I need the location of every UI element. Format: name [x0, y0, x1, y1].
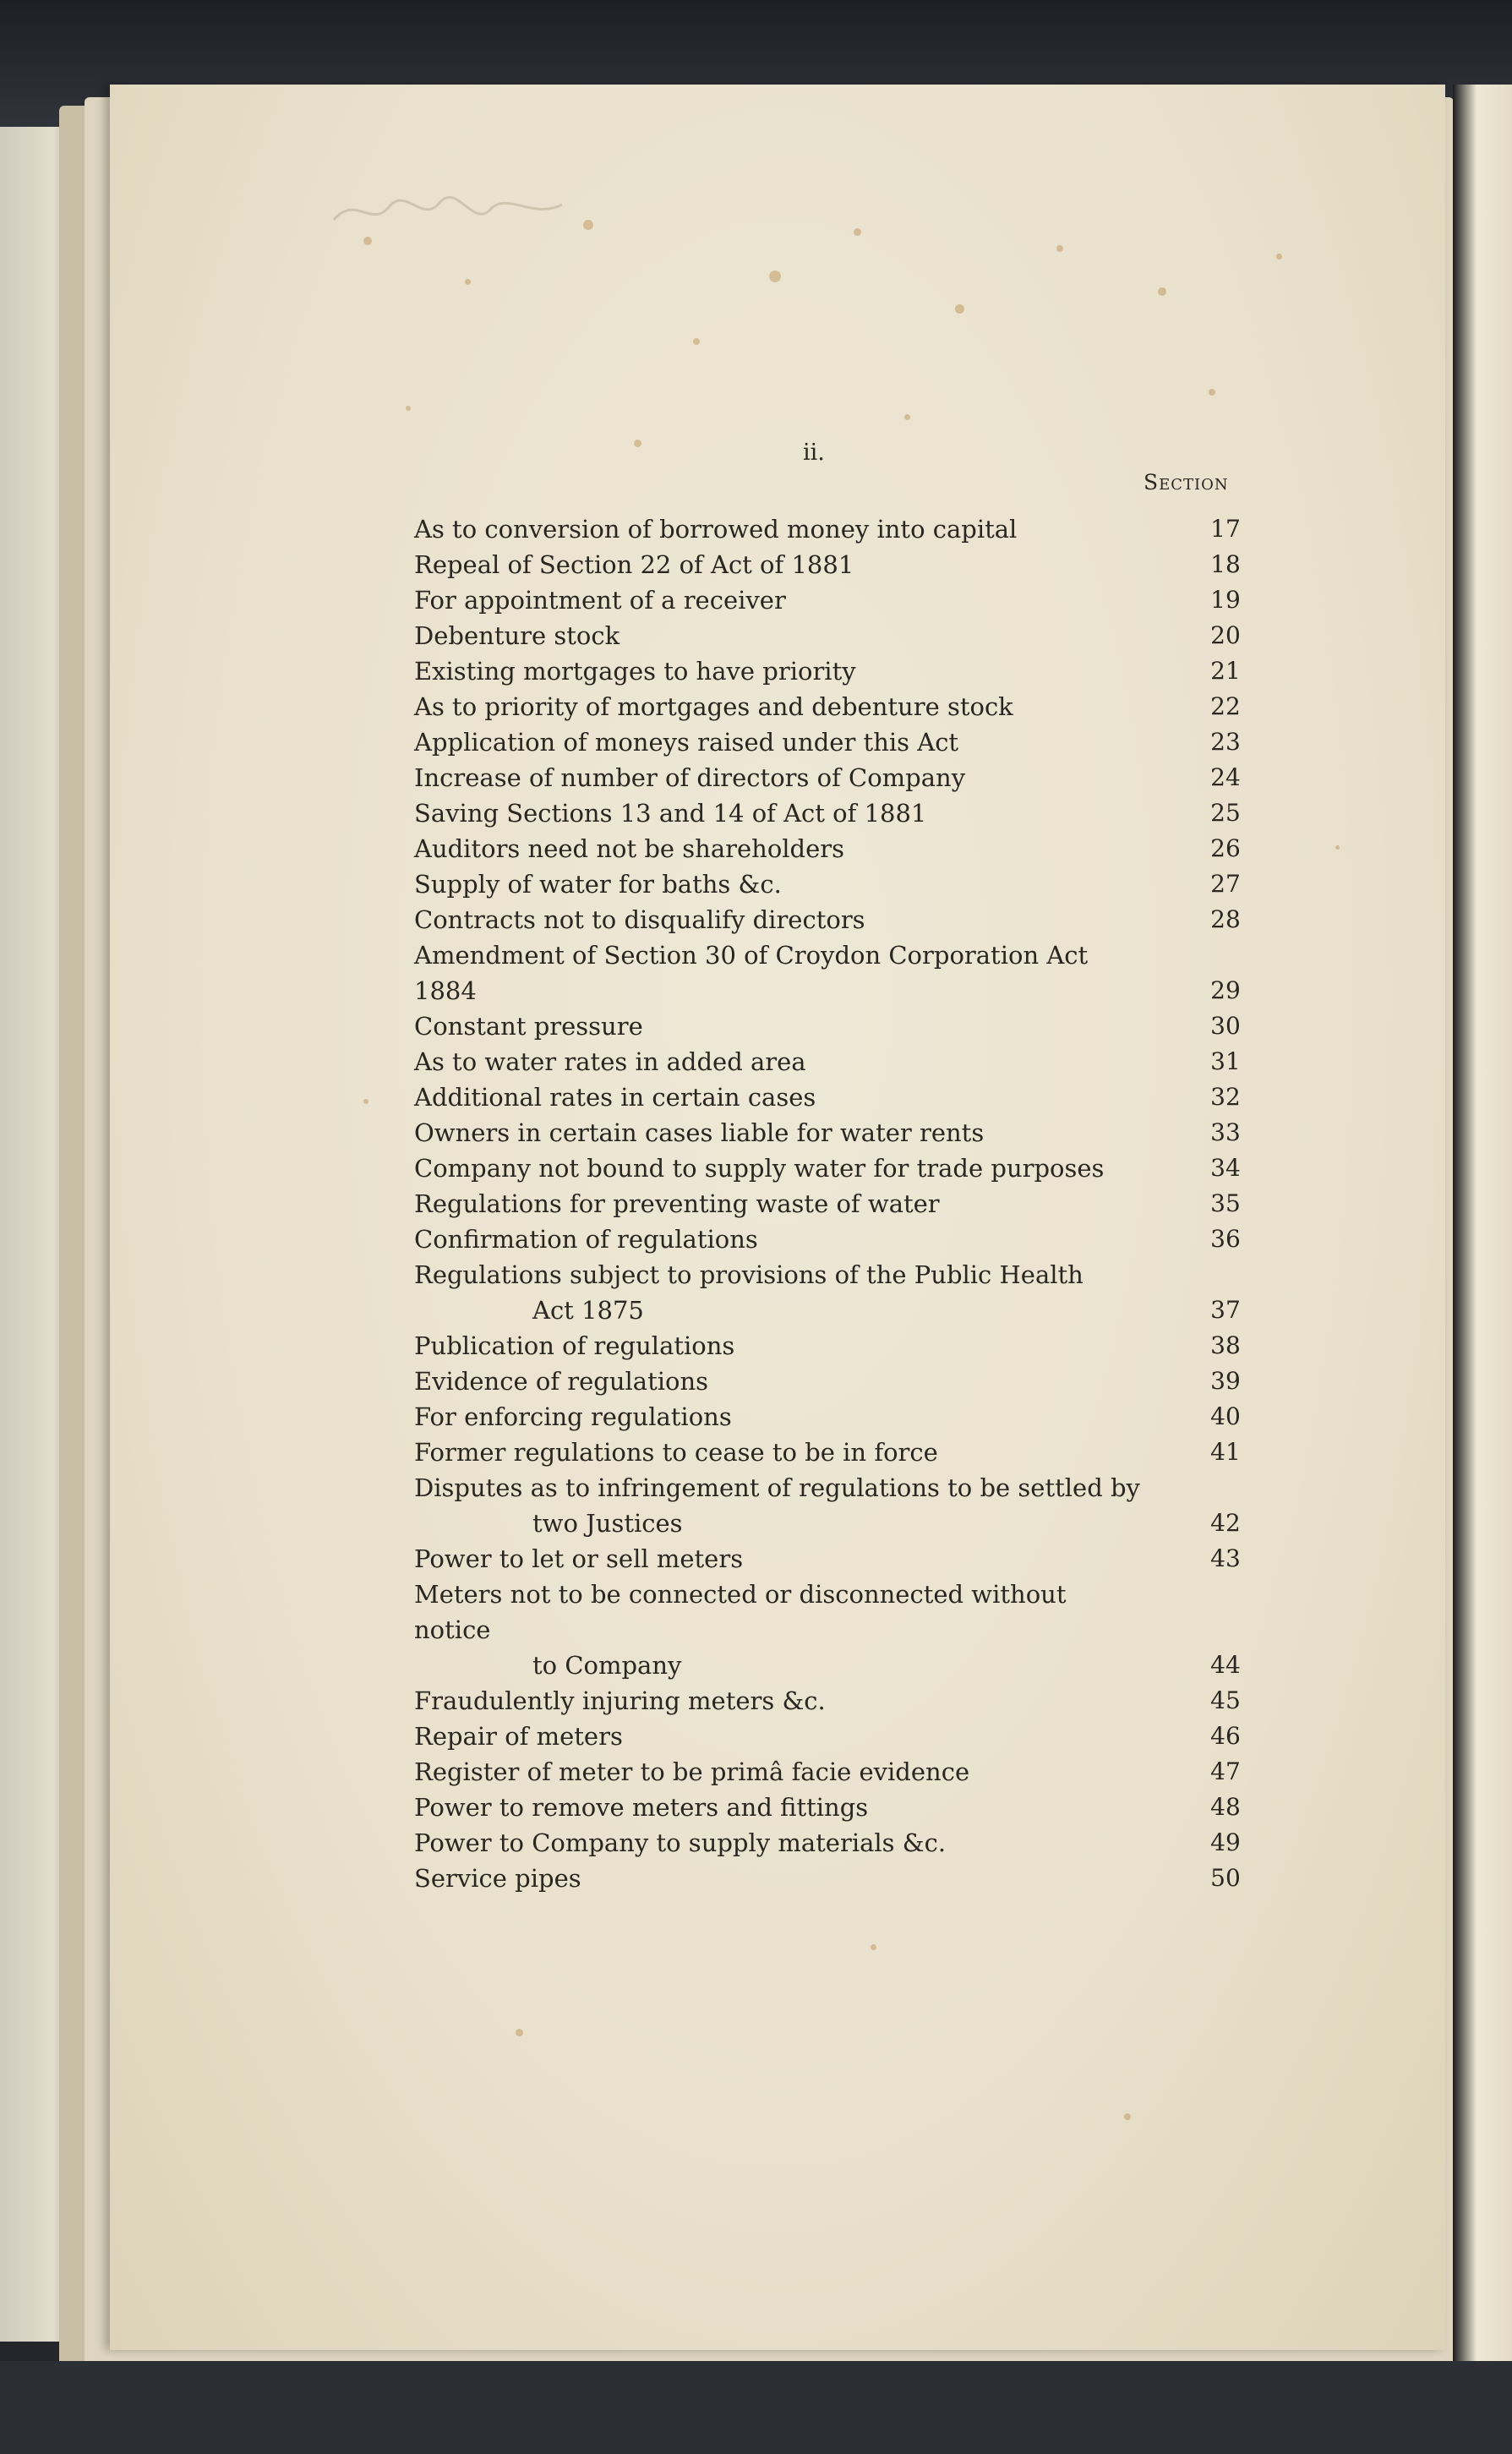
toc-entry-title	[414, 618, 1141, 653]
toc-entry-section-number: 44	[1210, 1651, 1241, 1679]
toc-entry-title-line: Meters not to be connected or disconnected without notice	[414, 1580, 1067, 1644]
toc-entry-title-line: Debenture stock	[414, 621, 620, 650]
toc-entry	[414, 1115, 1378, 1150]
toc-entry-section-number: 50	[1210, 1864, 1241, 1892]
toc-entry-title	[414, 1044, 1141, 1079]
toc-entry-title	[414, 1328, 1141, 1364]
toc-entry-title	[414, 831, 1141, 866]
toc-entry-section-number: 49	[1210, 1828, 1241, 1856]
toc-entry	[414, 1150, 1378, 1186]
toc-entry-title	[414, 689, 1141, 724]
toc-entry	[414, 1577, 1378, 1683]
toc-entry-title	[414, 1435, 1141, 1470]
toc-entry	[414, 618, 1378, 653]
toc-entry-title	[414, 1150, 1141, 1186]
toc-entry-title-line: Power to Company to supply materials &c.	[414, 1828, 947, 1857]
toc-entry-title-line: Regulations for preventing waste of water	[414, 1189, 940, 1218]
toc-entry	[414, 1683, 1378, 1719]
toc-entry-title	[414, 795, 1141, 831]
toc-entry-title	[414, 1825, 1141, 1861]
toc-entry-section-number: 25	[1210, 799, 1241, 827]
toc-entry-section-number: 47	[1210, 1757, 1241, 1785]
toc-entry-title	[414, 1079, 1141, 1115]
toc-entry-title-line: Former regulations to cease to be in force	[414, 1438, 938, 1467]
toc-entry	[414, 547, 1378, 582]
toc-entry	[414, 1364, 1378, 1399]
toc-entry-section-number: 41	[1210, 1438, 1241, 1466]
toc-entry-section-number: 48	[1210, 1793, 1241, 1821]
toc-entry-title-line: Evidence of regulations	[414, 1367, 709, 1396]
toc-entry-section-number: 43	[1210, 1544, 1241, 1572]
toc-entry	[414, 902, 1378, 937]
toc-entry-title	[414, 582, 1141, 618]
toc-entry	[414, 653, 1378, 689]
toc-entry-section-number: 20	[1210, 621, 1241, 649]
toc-entry-section-number: 19	[1210, 586, 1241, 614]
toc-entry	[414, 1541, 1378, 1577]
toc-entry-title-line: Owners in certain cases liable for water rents	[414, 1118, 985, 1147]
toc-entry-title	[414, 1577, 1141, 1683]
toc-entry-title	[414, 1541, 1141, 1577]
toc-entry	[414, 1257, 1378, 1328]
toc-entry	[414, 760, 1378, 795]
toc-entry-title-line: Register of meter to be primâ facie evidence	[414, 1757, 970, 1786]
toc-entry-title-line: Publication of regulations	[414, 1331, 735, 1360]
toc-entry-title-line: Company not bound to supply water for trade purposes	[414, 1154, 1105, 1183]
toc-entry-title-line: Additional rates in certain cases	[414, 1083, 816, 1112]
toc-entry-title-line: As to conversion of borrowed money into capital	[414, 515, 1018, 544]
toc-entry	[414, 831, 1378, 866]
toc-entry	[414, 1825, 1378, 1861]
toc-entry-section-number: 38	[1210, 1331, 1241, 1359]
toc-entry-title-line: Application of moneys raised under this Act	[414, 728, 959, 757]
toc-entry-section-number: 40	[1210, 1402, 1241, 1430]
toc-entry	[414, 1186, 1378, 1222]
right-page-edge	[1453, 85, 1512, 2367]
toc-entry-section-number: 28	[1210, 905, 1241, 933]
toc-entry-title	[414, 1470, 1141, 1541]
toc-entry	[414, 511, 1378, 547]
toc-entry-title	[414, 547, 1141, 582]
page-content	[110, 85, 1445, 2350]
toc-entry-title-line: As to priority of mortgages and debenture stock	[414, 692, 1013, 721]
toc-entry-section-number: 30	[1210, 1012, 1241, 1040]
toc-entry	[414, 1222, 1378, 1257]
toc-entry-title	[414, 653, 1141, 689]
toc-entry-title-line: Saving Sections 13 and 14 of Act of 1881	[414, 799, 927, 828]
toc-entry-title	[414, 937, 1141, 1008]
toc-entry-section-number: 31	[1210, 1047, 1241, 1075]
toc-entry	[414, 1435, 1378, 1470]
toc-entry-title-line: Fraudulently injuring meters &c.	[414, 1686, 826, 1715]
toc-entry-title-line: As to water rates in added area	[414, 1047, 806, 1076]
toc-entry	[414, 1008, 1378, 1044]
toc-entry-title-line: For enforcing regulations	[414, 1402, 732, 1431]
toc-entry-title	[414, 1008, 1141, 1044]
toc-entry-title	[414, 511, 1141, 547]
toc-entry-section-number: 37	[1210, 1296, 1241, 1324]
toc-entry-title-line: Regulations subject to provisions of the Public Health	[414, 1260, 1084, 1289]
toc-entry-title	[414, 866, 1141, 902]
section-column-heading: Section	[1144, 470, 1229, 495]
toc-entry	[414, 1470, 1378, 1541]
toc-entry	[414, 1719, 1378, 1754]
toc-entry-title	[414, 1222, 1141, 1257]
toc-entry	[414, 1399, 1378, 1435]
toc-entry-section-number: 24	[1210, 763, 1241, 791]
toc-entry-section-number: 26	[1210, 834, 1241, 862]
toc-entry-section-number: 17	[1210, 515, 1241, 543]
toc-entry-title	[414, 1115, 1141, 1150]
toc-entry-title-line: Amendment of Section 30 of Croydon Corporation Act 1884	[414, 941, 1089, 1005]
toc-entry-title-line: Auditors need not be shareholders	[414, 834, 845, 863]
toc-entry	[414, 937, 1378, 1008]
toc-entry-section-number: 36	[1210, 1225, 1241, 1253]
toc-entry-title-line: Power to remove meters and fittings	[414, 1793, 869, 1822]
toc-entry-section-number: 22	[1210, 692, 1241, 720]
toc-entry-title	[414, 1257, 1141, 1328]
table-of-contents	[414, 511, 1378, 1896]
toc-entry-title	[414, 1399, 1141, 1435]
toc-entry-section-number: 27	[1210, 870, 1241, 898]
toc-entry-title	[414, 1186, 1141, 1222]
toc-entry	[414, 1044, 1378, 1079]
toc-entry	[414, 795, 1378, 831]
toc-entry-title	[414, 1364, 1141, 1399]
toc-entry-title-line: For appointment of a receiver	[414, 586, 786, 615]
toc-entry-title-line: Power to let or sell meters	[414, 1544, 744, 1573]
toc-entry-title	[414, 760, 1141, 795]
toc-entry-section-number: 35	[1210, 1189, 1241, 1217]
toc-entry-title-line: Increase of number of directors of Company	[414, 763, 966, 792]
toc-entry-section-number: 45	[1210, 1686, 1241, 1714]
toc-entry-section-number: 23	[1210, 728, 1241, 756]
toc-entry-section-number: 32	[1210, 1083, 1241, 1111]
toc-entry-title-line: Constant pressure	[414, 1012, 643, 1041]
toc-entry-title	[414, 724, 1141, 760]
toc-entry-section-number: 33	[1210, 1118, 1241, 1146]
toc-entry-section-number: 46	[1210, 1722, 1241, 1750]
toc-entry-title	[414, 1683, 1141, 1719]
toc-entry-title	[414, 1861, 1141, 1896]
toc-entry-title	[414, 1719, 1141, 1754]
toc-entry-title-line: Contracts not to disqualify directors	[414, 905, 865, 934]
page-number: ii.	[803, 440, 825, 466]
toc-entry-title	[414, 1790, 1141, 1825]
toc-entry-title-continuation: to Company	[532, 1651, 682, 1680]
toc-entry-title-continuation: Act 1875	[532, 1296, 644, 1325]
toc-entry	[414, 1861, 1378, 1896]
toc-entry-section-number: 34	[1210, 1154, 1241, 1182]
scanned-page	[110, 85, 1445, 2350]
toc-entry-title-continuation: two Justices	[532, 1509, 683, 1538]
toc-entry-section-number: 21	[1210, 657, 1241, 685]
toc-entry-title-line: Supply of water for baths &c.	[414, 870, 782, 899]
toc-entry	[414, 582, 1378, 618]
toc-entry	[414, 866, 1378, 902]
toc-entry-title-line: Repeal of Section 22 of Act of 1881	[414, 550, 854, 579]
toc-entry	[414, 724, 1378, 760]
toc-entry	[414, 1328, 1378, 1364]
toc-entry-title-line: Service pipes	[414, 1864, 581, 1893]
book-cover-bottom	[0, 2361, 1512, 2454]
toc-entry-title	[414, 902, 1141, 937]
toc-entry-title-line: Existing mortgages to have priority	[414, 657, 856, 686]
toc-entry-section-number: 39	[1210, 1367, 1241, 1395]
toc-entry-title-line: Disputes as to infringement of regulations to be settled by	[414, 1473, 1140, 1502]
toc-entry-title-line: Confirmation of regulations	[414, 1225, 758, 1254]
toc-entry-section-number: 42	[1210, 1509, 1241, 1537]
toc-entry	[414, 1079, 1378, 1115]
toc-entry	[414, 1790, 1378, 1825]
toc-entry-title-line: Repair of meters	[414, 1722, 623, 1751]
toc-entry-section-number: 29	[1210, 976, 1241, 1004]
toc-entry-title	[414, 1754, 1141, 1790]
toc-entry	[414, 689, 1378, 724]
toc-entry-section-number: 18	[1210, 550, 1241, 578]
toc-entry	[414, 1754, 1378, 1790]
